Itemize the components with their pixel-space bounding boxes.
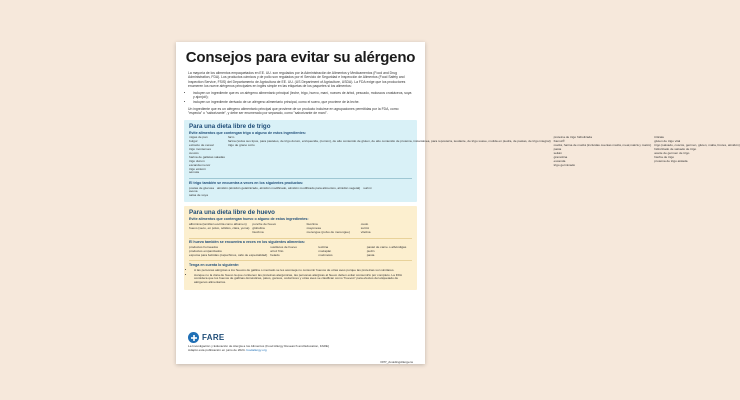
ingredient-item: sustitutos de huevo: [270, 244, 297, 249]
ingredient-column: [228, 136, 551, 175]
ingredient-column: [189, 246, 267, 258]
ingredient-column: [361, 223, 412, 235]
egg-also-grid: [189, 246, 412, 258]
ingredient-item: huevo (seco, en polvo, sólidos, clara, yema): [189, 225, 250, 230]
ingredient-item: bulgur: [189, 139, 198, 144]
wheat-also-title: El trigo también se encuentra a veces en los siguientes productos:: [189, 180, 304, 185]
ingredient-column: [217, 187, 360, 199]
ingredient-item: pasta: [553, 146, 562, 151]
ingredient-item: mayonesa: [306, 225, 321, 230]
footer: [188, 332, 413, 353]
ingredient-item: vitelina: [360, 229, 371, 234]
ingredient-item: cuscús: [189, 150, 199, 155]
ingredient-column: [389, 187, 412, 199]
ingredient-item: gluten de trigo vital: [654, 139, 681, 144]
footer-line-1: La Investigación y Educación de Alergia a los Alimentos (Food Allergy Research and Education, FARE): [188, 344, 330, 348]
egg-section-subtitle: Evite alimentos que contengan huevo o alguno de estos ingredientes:: [189, 217, 309, 222]
ingredient-item: proteína de trigo aislada: [654, 158, 688, 163]
ingredient-item: productos horneados: [189, 244, 219, 249]
wheat-also-grid: [189, 187, 412, 199]
intro-bullet: • incluyen un ingrediente que es un alérgeno alimentario principal (leche, trigo, huevo, maní, nueces de árbol, pescado, moluscos crustáceos, soya y ajonjolí);: [193, 91, 413, 100]
ingredient-item: gramolina: [553, 154, 568, 159]
tips-list: [194, 269, 412, 286]
ingredient-item: trigo (salvado, cuscús, germen, gluten, malta, brotes, almidón): [654, 143, 740, 148]
fare-logo[interactable]: [188, 332, 413, 343]
wheat-section-subtitle: Evite alimentos que contengan trigo o alguno de estos ingredientes:: [189, 130, 307, 135]
ingredient-item: Kamut®: [553, 139, 565, 144]
ingredient-item: almidón (almidón gelatinizado, almidón modificado, almidón modificado para alimentos, almidón vegetal): [216, 185, 361, 190]
wheat-free-section: [184, 120, 740, 203]
fare-logo-icon: [188, 332, 199, 343]
ingredient-item: aceite de germen de trigo: [654, 150, 690, 155]
ingredient-column: [363, 187, 386, 199]
egg-ingredient-grid: [189, 223, 412, 235]
intro-bullet: • incluyen un ingrediente derivado de un alérgeno alimentario principal, como el suero, que proviene de la leche.: [193, 100, 413, 104]
ingredient-item: trigo germinado: [553, 162, 576, 167]
ingredient-item: pasta: [366, 252, 375, 257]
divider: [189, 178, 412, 179]
intro-bullets: [193, 91, 413, 105]
ingredient-column: [654, 136, 739, 175]
ingredient-item: surimi: [363, 185, 372, 190]
ingredient-item: seitán: [553, 150, 562, 155]
ingredient-item: ponche de huevo: [252, 221, 277, 226]
intro-paragraph-2: Un ingrediente que es un alérgeno alimentario principal que proviene de un producto incluirse en agrupaciones permitidas por la FDA, como "especia" o "saborizante", y debe ser enumerado por separado, como "saborizante de maní".: [188, 106, 399, 116]
ingredient-item: mazmelos: [318, 252, 333, 257]
ingredient-item: trigo einkorn: [189, 166, 207, 171]
ingredient-item: ovulo: [360, 221, 369, 226]
ingredient-item: pastel de carne o albóndigas: [366, 244, 407, 249]
ingredient-item: harina de galletas saladas: [189, 154, 225, 159]
ingredient-item: merengue (polvo de merengue): [306, 229, 350, 234]
wheat-section-title: Para una dieta libre de trigo: [189, 122, 271, 130]
egg-tips: [189, 263, 412, 285]
ingredient-item: hidrolizado de salvado de trigo: [654, 146, 697, 151]
ingredient-item: matzá, harina de matzá (incluidas cuentas matzá, meal,matzá y matzo): [553, 143, 652, 148]
footer-link[interactable]: foodallergy.org: [246, 347, 267, 352]
ingredient-item: farina (todos sus tipos, para pasteles, de trigo durum, enriquecida, (común), de alto contenido de gluten, de alto contenido de proteína, instantánea, para repostería, leudante, de trigo suave, molida en piedra, de pastas, de trigo integral): [227, 139, 551, 144]
ingredient-item: lisozima: [306, 221, 318, 226]
ingredient-item: trigo de grano corto: [227, 143, 255, 148]
ingredient-item: mazapán: [318, 248, 332, 253]
ingredient-column: [319, 246, 364, 258]
ingredient-item: hierba de trigo: [654, 154, 675, 159]
ingredient-item: escanda menor: [189, 162, 211, 167]
ingredient-item: extracto de cereal: [189, 143, 214, 148]
ingredient-column: [270, 246, 315, 258]
ingredient-column: [189, 223, 249, 235]
ingredient-column: [554, 136, 652, 175]
tip-item: • A las personas alérgicas a los huevos de gallina o mercado se les aconseja no consumir huevos de otras aves porque las proteínas son similares.: [194, 269, 412, 273]
ingredient-item: trigo durum: [189, 158, 205, 163]
ingredient-column: [189, 136, 225, 175]
ingredient-item: triticale: [654, 135, 665, 140]
wheat-ingredient-grid: [189, 135, 740, 175]
tip-item: • Aunque no la clara de huevo la que contienen las proteínas alergénicas, las personas alérgicas al huevo deben evitar consumirlo por completo. La FDA considera que los huevos de gallinas domésticas, patos, gansos, codornices y otras aves se clasifican como "huevos" para efectos del etiquetado de alérgenos alimentarios.: [194, 274, 412, 286]
fare-logo-text: FARE: [202, 333, 225, 342]
ingredient-item: helado: [270, 252, 280, 257]
ingredient-item: albúmina (también escrita como albumen): [189, 221, 247, 226]
ingredient-item: trigo montenses: [189, 146, 212, 151]
ingredient-item: globulina: [252, 225, 265, 230]
fact-sheet: [176, 42, 740, 364]
ingredient-item: surimi: [360, 225, 370, 230]
egg-free-section: [184, 206, 417, 290]
ingredient-column: [307, 223, 358, 235]
ingredient-item: migas de pan: [189, 135, 208, 140]
ingredient-item: productos empanizados: [189, 248, 222, 253]
tips-title: Tenga en cuenta lo siguiente:: [189, 263, 240, 268]
footer-line-2: Adaptó esta publicación en junio de 2024.: [188, 347, 246, 352]
intro-paragraph: La mayoría de los alimentos empaquetados en EE. UU. son regulados por la Administración de Alimentos y Medicamentos (Food and Drug Administration, FDA). Los productos cárnicos y de pollo son regulados por el Servicio de Seguridad e Inspección de Alimentos (Food Safety and Inspection Service, FSIS) del Departamento de Agricultura de EE. UU. (US Department of Agriculture, USDA). La FDA exige que los productores enumeren los nueve alérgenos principales en inglés simple en las etiquetas de los paquetes si los alimentos:: [188, 71, 406, 89]
egg-also-title: El huevo también se encuentra a veces en los siguientes alimentos:: [189, 240, 306, 245]
ingredient-column: [189, 187, 214, 199]
footer-credit: [188, 345, 338, 353]
ingredient-item: avena: [189, 189, 198, 194]
divider: [189, 238, 412, 239]
ingredient-column: [367, 246, 412, 258]
ingredient-item: escanda: [553, 158, 566, 163]
ingredient-item: lisozima: [252, 229, 264, 234]
ingredient-item: arroz frito: [270, 248, 284, 253]
ingredient-item: espuma para bebidas (capuchinos, café de especialidad): [189, 252, 268, 257]
divider: [189, 260, 412, 261]
document-code: FPP_AvoidingAllergens: [380, 360, 413, 364]
ingredient-item: sémola: [189, 170, 199, 175]
ingredient-item: proteína de trigo hidrolizada: [553, 135, 592, 140]
egg-section-title: Para una dieta libre de huevo: [189, 209, 275, 217]
page-title: Consejos para evitar su alérgeno: [185, 49, 416, 66]
ingredient-column: [252, 223, 303, 235]
ingredient-item: postas de glucosa: [189, 185, 214, 190]
ingredient-item: salsa de soya: [189, 193, 208, 198]
ingredient-item: lecitina: [318, 244, 329, 249]
ingredient-item: pudín: [366, 248, 375, 253]
ingredient-item: farro: [227, 135, 235, 140]
